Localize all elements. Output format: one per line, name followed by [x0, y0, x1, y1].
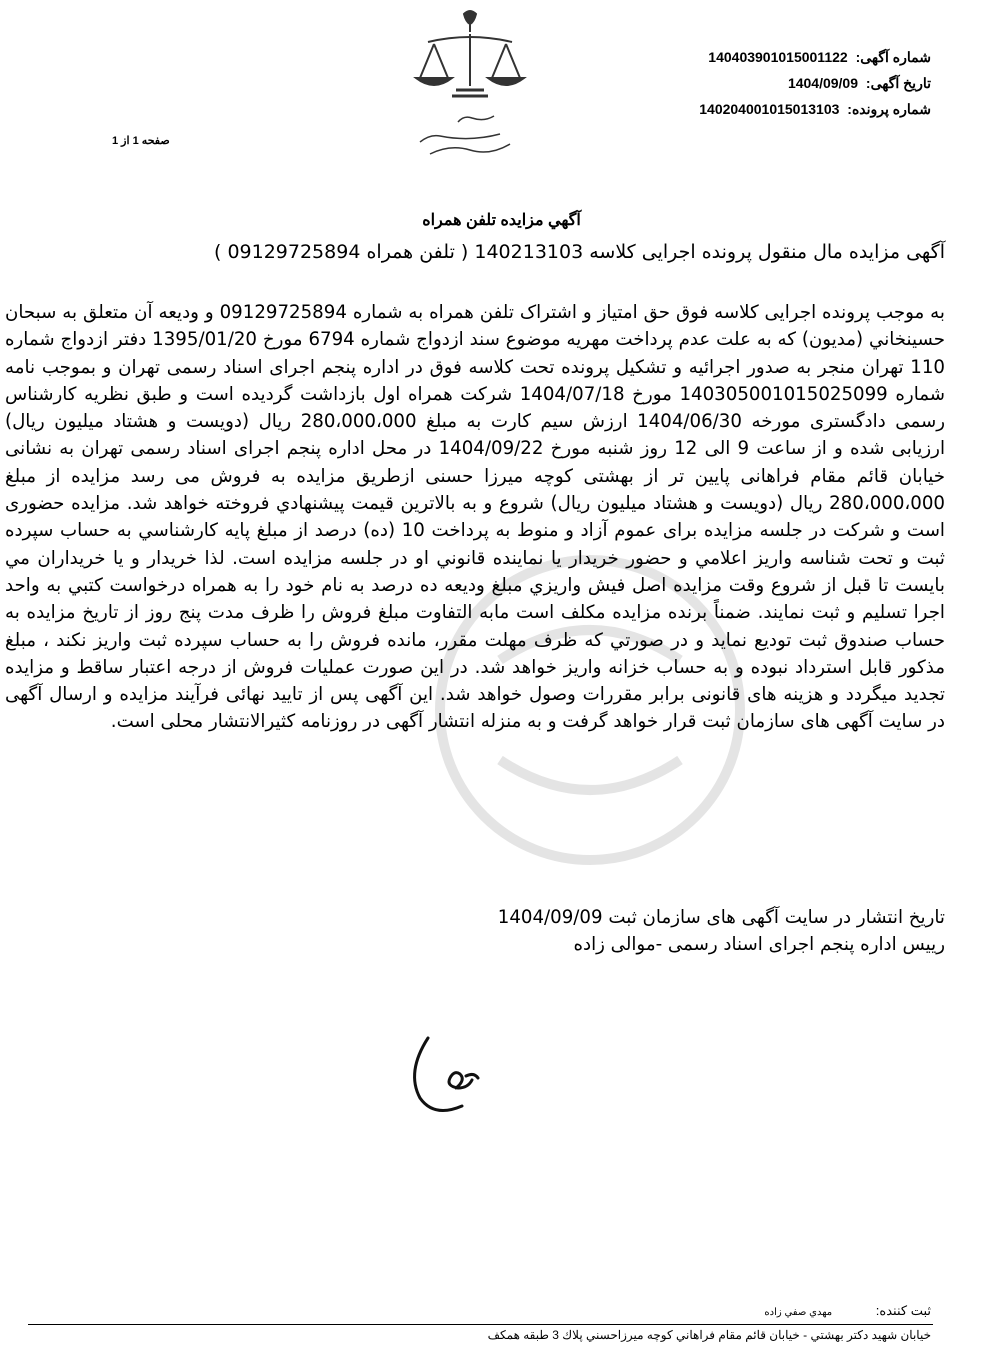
notice-date-row — [601, 70, 931, 96]
notice-body — [5, 299, 945, 736]
handwritten-signature — [370, 976, 510, 1146]
notice-date-label: تاریخ آگهی: — [865, 75, 931, 91]
notice-number-label: شماره آگهی: — [855, 49, 931, 65]
page-indicator: صفحه 1 از 1 — [112, 135, 170, 147]
case-number-row — [601, 96, 931, 122]
notice-title: آگهي مزايده تلفن همراه — [422, 212, 581, 229]
footer-divider — [28, 1324, 933, 1325]
notice-meta — [601, 44, 931, 122]
registrar-row — [671, 1303, 931, 1319]
signer-line: رییس اداره پنجم اجرای اسناد رسمی -موالی زاده — [573, 934, 945, 955]
registrar-name: مهدي صفي زاده — [764, 1307, 833, 1318]
notice-subtitle: آگهی مزایده مال منقول پرونده اجرایی کلاسه 140213103 ( تلفن همراه 09129725894 ) — [213, 241, 945, 263]
notice-date: 1404/09/09 — [787, 75, 859, 91]
notice-number: 140403901015001122 — [708, 49, 848, 65]
notice-body-paragraph: به موجب پرونده اجرایی کلاسه فوق حق امتیاز و اشتراک تلفن همراه به شماره 09129725894 و ودیعه آن متعلق به سبحان حسينخاني (مدیون) که به علت عدم پرداخت مهریه موضوع سند ازدواج شماره 6794 مورخ 1395/01/20 دفتر ازدواج شماره 110 تهران منجر به صدور اجرائیه و تشکیل پرونده تحت کلاسه فوق در اداره پنجم اجرای اسناد رسمی تهران و بموجب نامه شماره 140305001015025099 مورخ 1404/07/18 شرکت همراه اول بازداشت گردیده است و طبق نظریه کارشناس رسمی دادگستری مورخه 1404/06/30 ارزش سیم کارت به مبلغ 280،000،000 ریال (دویست و هشتاد میلیون ریال) ارزیابی شده و از ساعت 9 الی 12 روز شنبه مورخ 1404/09/22 در محل اداره پنجم اجرای اسناد رسمی تهران به نشانی خیابان قائم مقام فراهانی پایین تر از بهشتی کوچه میرزا حسنی ازطریق مزایده به فروش می رسد مزایده از مبلغ 280،000،000 ریال (دویست و هشتاد میلیون ریال) شروع و به بالاترين قيمت پيشنهادي فروخته خواهد شد. مزایده حضوری است و شرکت در جلسه مزایده برای عموم آزاد و منوط به پرداخت 10 (ده) درصد از مبلغ پايه كارشناسي به حساب سپرده ثبت و تحت شناسه واريز اعلامي و حضور خريدار يا نماينده قانوني او در جلسه مزايده است. لذا خريدار و يا خريداران مي بايست تا قبل از شروع وقت مزايده اصل فيش واريزي مبلغ وديعه ده درصد به نام خود را به همراه درخواست كتبي به واحد اجرا تسليم و ثبت نمايند. ضمناً برنده مزايده مكلف است مابه التفاوت مبلغ فروش را ظرف مدت پنج روز از تاريخ مزايده به حساب صندوق ثبت توديع نمايد و در صورتي كه ظرف مهلت مقرر، مانده فروش را به حساب سپرده ثبت واريز نكند ، مبلغ مذكور قابل استرداد نبوده و به حساب خزانه واريز خواهد شد. در اين صورت عمليات فروش از درجه اعتبار ساقط و مزايده تجديد ميگردد و هزينه های قانونی برابر مقررات وصول خواهد شد. این آگهی پس از تایید نهائی فرآیند مزایده و ارسال آگهی در سایت آگهی های سازمان ثبت قرار خواهد گرفت و به منزله انتشار آگهی در روزنامه کثیرالانتشار محلی است. — [5, 302, 945, 733]
office-address: خيابان شهيد دكتر بهشتي - خيابان قائم مقام فراهاني كوچه ميرزاحسني پلاك 3 طبقه همكف — [487, 1328, 931, 1342]
notice-number-row — [601, 44, 931, 70]
case-number: 140204001015013103 — [699, 101, 840, 117]
judiciary-emblem-logo — [400, 6, 540, 166]
publication-block — [65, 904, 945, 958]
publication-line: تاریخ انتشار در سایت آگهی های سازمان ثبت 1404/09/09 — [497, 907, 945, 928]
registrar-label: ثبت كننده: — [875, 1303, 931, 1318]
case-number-label: شماره پرونده: — [847, 101, 931, 117]
